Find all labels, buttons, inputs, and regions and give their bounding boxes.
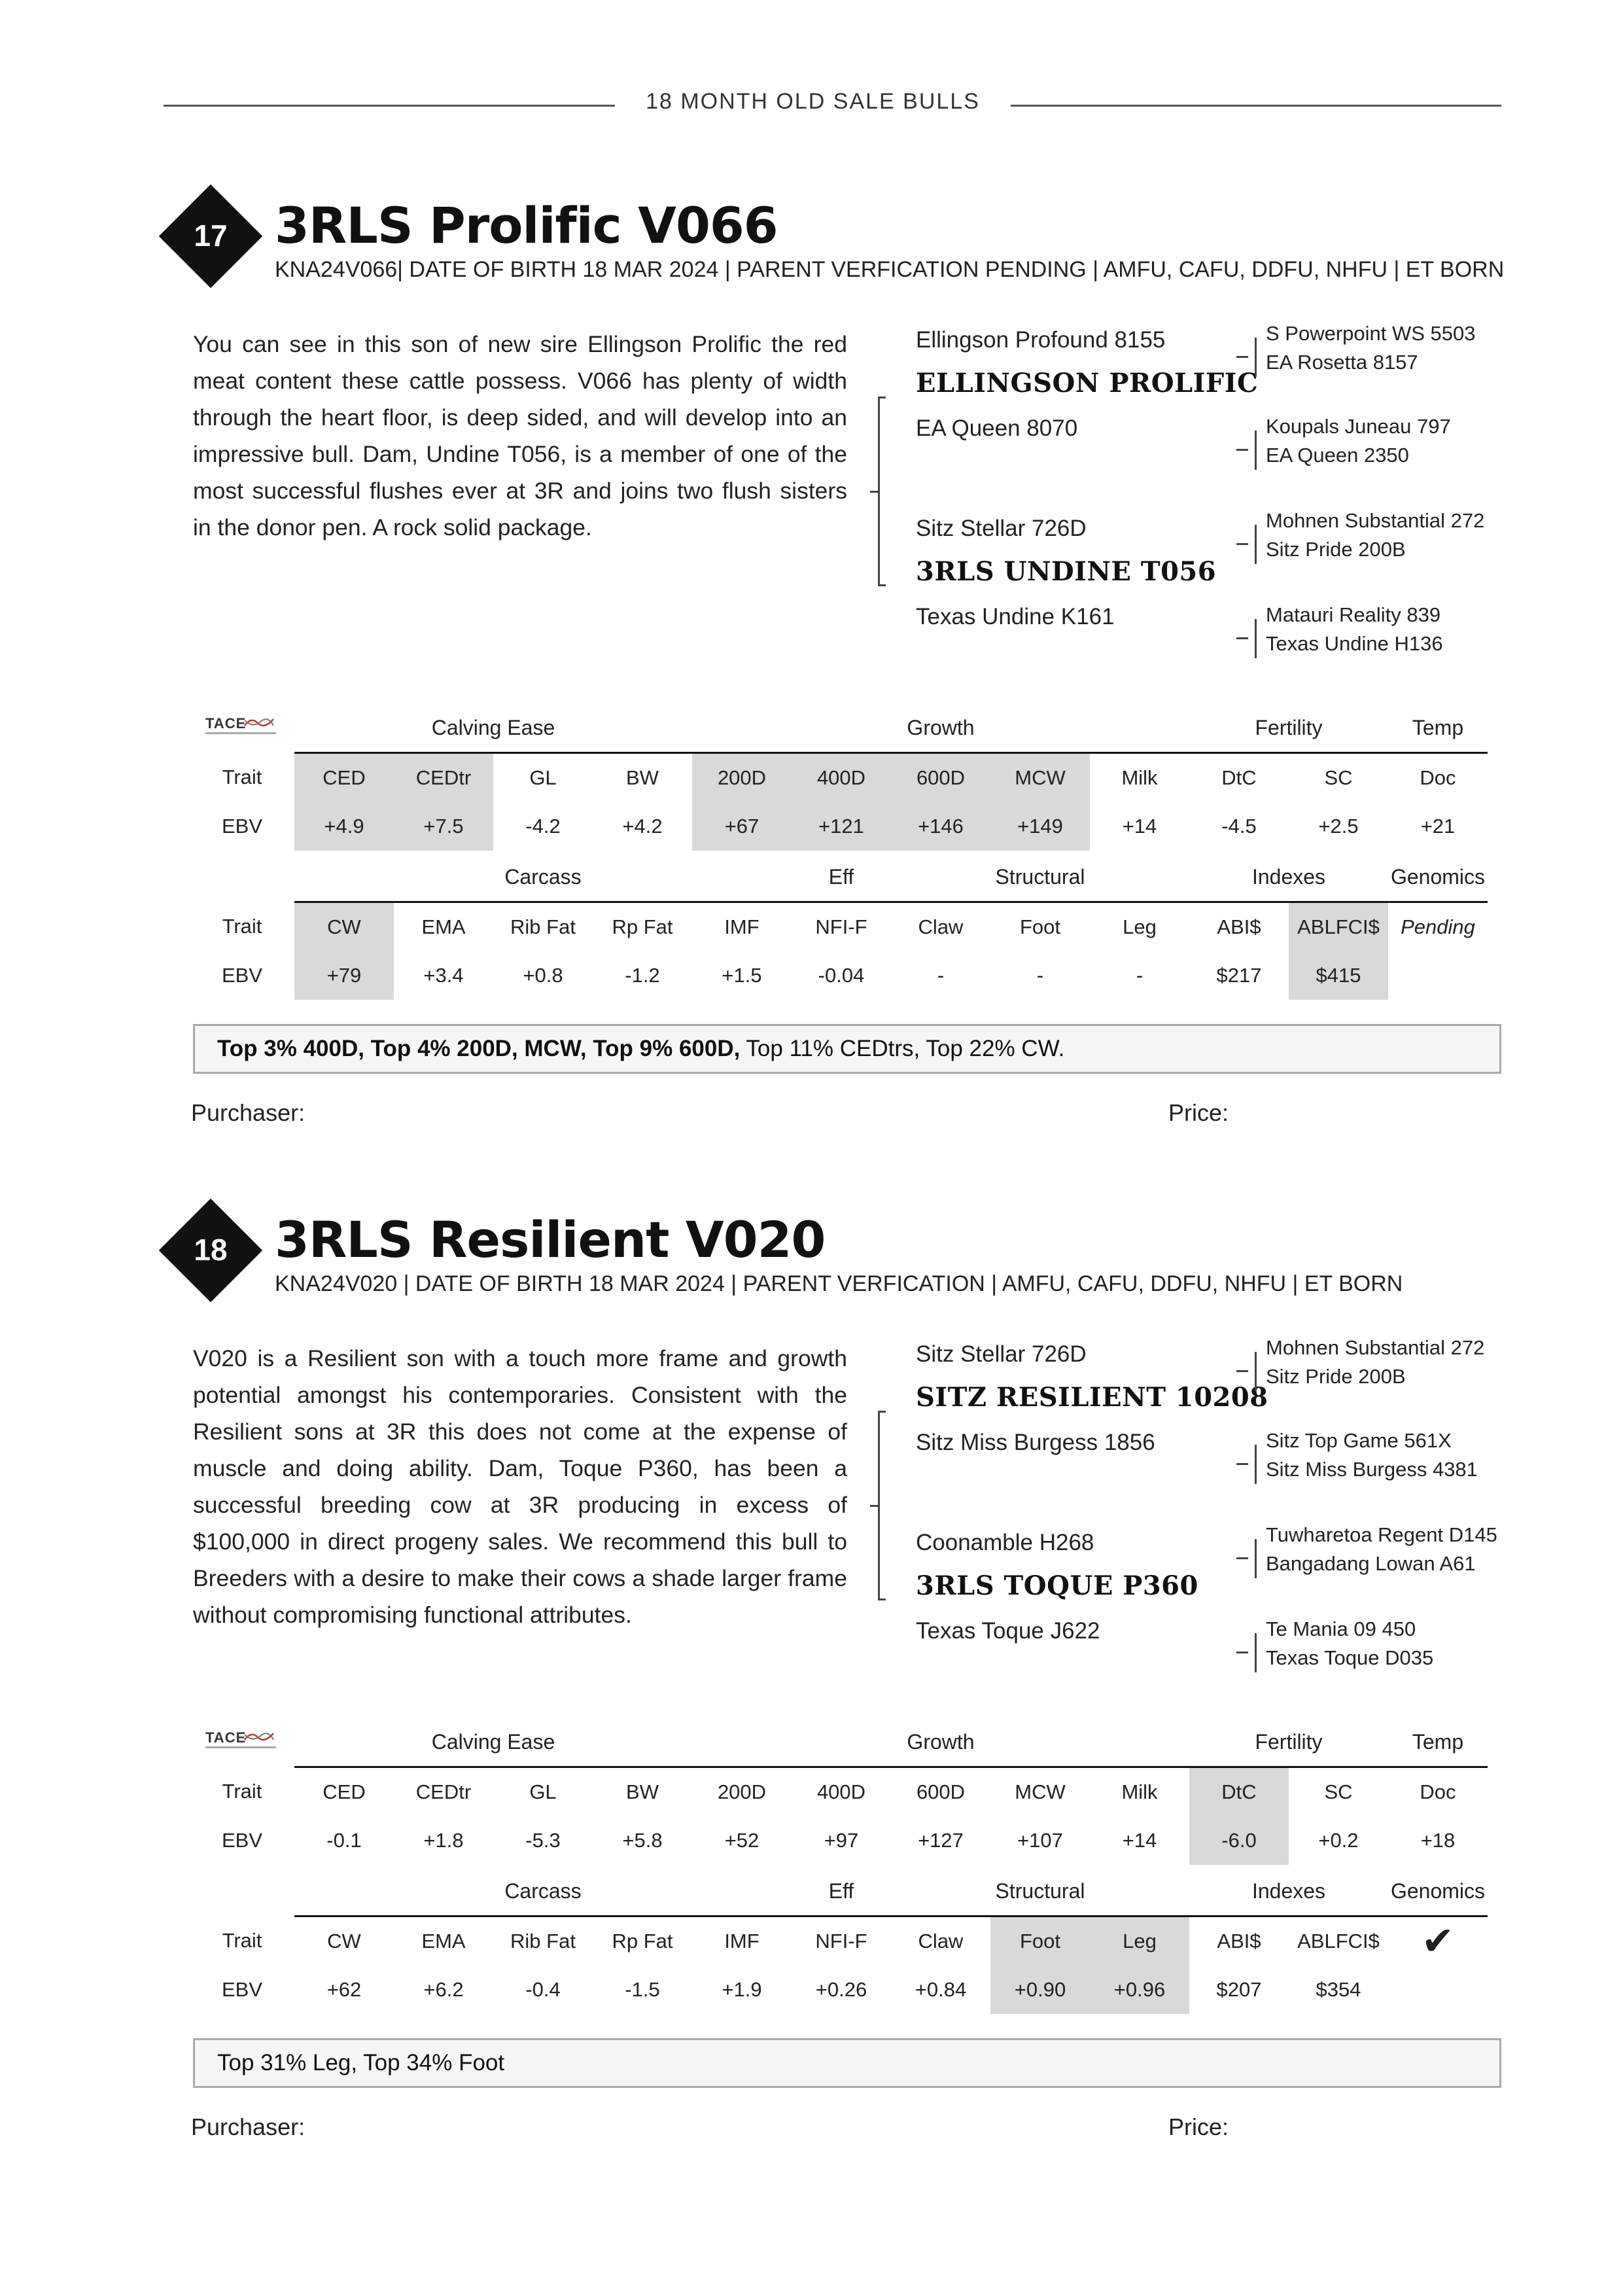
trait-cedtr: CEDtr: [415, 1780, 472, 1803]
dam-name: 3RLS TOQUE P360: [916, 1570, 1198, 1601]
pedigree: [870, 1336, 1557, 1682]
group-growth: Growth: [692, 703, 1189, 753]
ebv-nfi-f: +0.26: [815, 1978, 867, 2001]
page-header: [0, 85, 1623, 124]
ebv-400d: +97: [824, 1829, 859, 1852]
group-genomics: Genomics: [1388, 1867, 1488, 1916]
trait-600d: 600D: [916, 1780, 966, 1803]
ebv-rib-fat: +0.8: [523, 964, 563, 987]
ss-dam: Sitz Pride 200B: [1266, 1365, 1406, 1388]
ebv-doc: +18: [1420, 1829, 1456, 1852]
ebv-leg: -: [1136, 964, 1143, 987]
dd-sire: Te Mania 09 450: [1266, 1617, 1416, 1640]
ebv-ced: -0.1: [326, 1829, 362, 1852]
row-label-trait: Trait: [222, 1780, 262, 1803]
ebv-rp-fat: -1.2: [625, 964, 660, 987]
row-label-trait: Trait: [222, 766, 262, 789]
trait-400d: 400D: [792, 753, 891, 803]
ebv-table-carcass: [190, 1867, 1488, 2014]
trait-200d: 200D: [692, 753, 792, 803]
row-label-ebv: EBV: [221, 964, 263, 987]
trait-600d: 600D: [891, 753, 990, 803]
ss-sire: Mohnen Substantial 272: [1266, 1336, 1485, 1359]
trait-milk: Milk: [1121, 1780, 1158, 1803]
bull-description: V020 is a Resilient son with a touch more frame and growth potential amongst his contemporaries. Consistent with the Resilient sons at 3R this does not come at the expense of muscle and doing ability. Dam, Toque P360, has been a successful breeding cow at 3R producing in excess of $100,000 in direct progeny sales. We recommend this bull to Breeders with a desire to make their cows a shade larger frame without compromising functional attributes.: [193, 1345, 847, 1628]
ebv-abi: $217: [1216, 964, 1262, 987]
ebv-ablfci: $415: [1289, 951, 1388, 1000]
group-indexes: Indexes: [1189, 1867, 1388, 1916]
trait-400d: 400D: [816, 1780, 866, 1803]
trait-mcw: MCW: [1015, 1780, 1066, 1803]
group-fertility: Fertility: [1189, 703, 1388, 753]
trait-ema: EMA: [421, 1930, 466, 1952]
bull-description: You can see in this son of new sire Ellingson Prolific the red meat content these cattle possess. V066 has plenty of width through the heart floor, is deep sided, and will develop into an impressive bull. Dam, Undine T056, is a member of one of the most successful flushes ever at 3R and joins two flush sisters in the donor pen. A rock solid package.: [193, 331, 847, 540]
group-carcass: Carcass: [294, 853, 792, 902]
row-label-ebv: EBV: [221, 815, 263, 838]
ebv-dtc: -6.0: [1189, 1816, 1289, 1865]
sd-dam: EA Queen 2350: [1266, 444, 1409, 467]
dd-dam: Texas Toque D035: [1266, 1646, 1434, 1669]
row-label-ebv: EBV: [221, 1829, 263, 1852]
ebv-mcw: +149: [990, 802, 1090, 851]
dam-dam: Texas Toque J622: [916, 1618, 1100, 1644]
ebv-gl: -4.2: [525, 815, 561, 838]
genomics-status: Pending: [1401, 915, 1475, 938]
trait-bw: BW: [626, 766, 659, 789]
sire-dam: Sitz Miss Burgess 1856: [916, 1430, 1155, 1455]
row-label-trait: Trait: [222, 915, 262, 938]
trait-milk: Milk: [1121, 766, 1158, 789]
ebv-nfi-f: -0.04: [818, 964, 865, 987]
purchaser-label: Purchaser:: [191, 1099, 305, 1126]
pedigree: [870, 322, 1557, 667]
header-rule-left: [164, 105, 615, 107]
ds-sire: Mohnen Substantial 272: [1266, 509, 1485, 532]
trait-abi: ABI$: [1217, 915, 1261, 938]
ds-sire: Tuwharetoa Regent D145: [1266, 1523, 1497, 1546]
ebv-abi: $207: [1216, 1978, 1262, 2001]
ebv-table-main: [190, 1718, 1488, 1865]
ebv-milk: +14: [1122, 815, 1157, 838]
header-rule-right: [1011, 105, 1501, 107]
group-genomics: Genomics: [1388, 853, 1488, 902]
dam-dam: Texas Undine K161: [916, 604, 1115, 629]
ebv-table-main: [190, 703, 1488, 851]
summary-rest: Top 31% Leg, Top 34% Foot: [217, 2050, 505, 2075]
tace-logo: TACE: [190, 703, 294, 753]
trait-doc: Doc: [1420, 1780, 1456, 1803]
sire-name: SITZ RESILIENT 10208: [916, 1382, 1268, 1413]
trait-imf: IMF: [724, 915, 759, 938]
ebv-foot: +0.90: [990, 1966, 1090, 2014]
dam-name: 3RLS UNDINE T056: [916, 556, 1217, 587]
lot-number: 17: [194, 219, 228, 253]
group-temp: Temp: [1388, 703, 1488, 753]
ebv-doc: +21: [1420, 815, 1456, 838]
sd-sire: Koupals Juneau 797: [1266, 415, 1451, 438]
trait-ablfci: ABLFCI$: [1289, 902, 1388, 952]
group-indexes: Indexes: [1189, 853, 1388, 902]
trait-abi: ABI$: [1217, 1930, 1261, 1952]
ebv-bw: +5.8: [622, 1829, 663, 1852]
ranking-summary: [193, 2038, 1501, 2088]
ss-sire: S Powerpoint WS 5503: [1266, 322, 1476, 345]
dd-dam: Texas Undine H136: [1266, 632, 1443, 655]
ebv-leg: +0.96: [1090, 1966, 1189, 2014]
ebv-foot: -: [1036, 964, 1044, 987]
ebv-rp-fat: -1.5: [625, 1978, 660, 2001]
lot-number: 18: [194, 1233, 228, 1267]
ebv-claw: +0.84: [915, 1978, 967, 2001]
trait-sc: SC: [1324, 1780, 1353, 1803]
trait-gl: GL: [529, 766, 557, 789]
trait-sc: SC: [1324, 766, 1353, 789]
trait-cedtr: CEDtr: [394, 753, 493, 803]
ebv-gl: -5.3: [525, 1829, 561, 1852]
trait-dtc: DtC: [1189, 1767, 1289, 1817]
ebv-ema: +3.4: [423, 964, 464, 987]
summary-rest: Top 11% CEDtrs, Top 22% CW.: [740, 1036, 1065, 1061]
genomics-check-icon: ✔: [1421, 1919, 1455, 1963]
trait-ema: EMA: [421, 915, 466, 938]
pedigree-bracket-stem: [870, 491, 878, 493]
ebv-rib-fat: -0.4: [525, 1978, 561, 2001]
trait-foot: Foot: [990, 1916, 1090, 1966]
ebv-400d: +121: [792, 802, 891, 851]
ebv-milk: +14: [1122, 1829, 1157, 1852]
trait-gl: GL: [529, 1780, 557, 1803]
lot-18: [0, 1184, 1623, 2192]
group-fertility: Fertility: [1189, 1718, 1388, 1767]
trait-cw: CW: [327, 1930, 361, 1952]
dam-sire: Sitz Stellar 726D: [916, 516, 1087, 541]
trait-bw: BW: [626, 1780, 659, 1803]
trait-mcw: MCW: [990, 753, 1090, 803]
group-structural: Structural: [891, 1867, 1189, 1916]
trait-leg: Leg: [1090, 1916, 1189, 1966]
ebv-sc: +2.5: [1318, 815, 1359, 838]
trait-doc: Doc: [1420, 766, 1456, 789]
sire-dam: EA Queen 8070: [916, 415, 1078, 441]
trait-imf: IMF: [724, 1930, 759, 1952]
trait-ced: CED: [323, 1780, 366, 1803]
lot-17: [0, 170, 1623, 1178]
ds-dam: Sitz Pride 200B: [1266, 538, 1406, 561]
group-calving-ease: Calving Ease: [294, 1718, 692, 1767]
price-label: Price:: [1168, 2113, 1229, 2140]
sire-sire: Ellingson Profound 8155: [916, 327, 1166, 353]
price-label: Price:: [1168, 1099, 1229, 1126]
ebv-sc: +0.2: [1318, 1829, 1359, 1852]
ss-dam: EA Rosetta 8157: [1266, 351, 1418, 374]
group-carcass: Carcass: [294, 1867, 792, 1916]
trait-leg: Leg: [1123, 915, 1157, 938]
ebv-imf: +1.9: [722, 1978, 762, 2001]
trait-ablfci: ABLFCI$: [1297, 1930, 1380, 1952]
trait-cw: CW: [294, 902, 394, 952]
ebv-600d: +146: [891, 802, 990, 851]
ebv-claw: -: [937, 964, 945, 987]
trait-nfi-f: NFI-F: [815, 1930, 867, 1952]
ebv-ablfci: $354: [1316, 1978, 1361, 2001]
sd-dam: Sitz Miss Burgess 4381: [1266, 1458, 1478, 1481]
purchaser-label: Purchaser:: [191, 2113, 305, 2140]
group-temp: Temp: [1388, 1718, 1488, 1767]
ebv-cw: +62: [326, 1978, 362, 2001]
trait-claw: Claw: [918, 915, 964, 938]
row-label-ebv: EBV: [221, 1978, 263, 2001]
sd-sire: Sitz Top Game 561X: [1266, 1429, 1452, 1452]
group-eff: Eff: [792, 853, 891, 902]
ebv-200d: +52: [724, 1829, 759, 1852]
trait-nfi-f: NFI-F: [815, 915, 867, 938]
bull-info: KNA24V020 | DATE OF BIRTH 18 MAR 2024 | PARENT VERFICATION | AMFU, CAFU, DDFU, NHFU | ET BORN: [275, 1271, 1403, 1296]
ebv-200d: +67: [692, 802, 792, 851]
trait-rib-fat: Rib Fat: [510, 1930, 576, 1952]
tace-logo: TACE: [190, 1718, 294, 1767]
ebv-cedtr: +7.5: [394, 802, 493, 851]
group-growth: Growth: [692, 1718, 1189, 1767]
ebv-600d: +127: [918, 1829, 964, 1852]
trait-rp-fat: Rp Fat: [612, 1930, 673, 1952]
trait-rp-fat: Rp Fat: [612, 915, 673, 938]
dd-sire: Matauri Reality 839: [1266, 603, 1441, 626]
trait-foot: Foot: [1019, 915, 1061, 938]
ranking-summary: [193, 1024, 1501, 1074]
ebv-ced: +4.9: [294, 802, 394, 851]
ebv-bw: +4.2: [622, 815, 663, 838]
sire-sire: Sitz Stellar 726D: [916, 1341, 1087, 1367]
group-calving-ease: Calving Ease: [294, 703, 692, 753]
ds-dam: Bangadang Lowan A61: [1266, 1552, 1476, 1575]
summary-bold: Top 3% 400D, Top 4% 200D, MCW, Top 9% 600D,: [217, 1036, 741, 1061]
ebv-cedtr: +1.8: [423, 1829, 464, 1852]
ebv-mcw: +107: [1017, 1829, 1063, 1852]
page-title: 18 MONTH OLD SALE BULLS: [646, 89, 980, 114]
bull-name: 3RLS Resilient V020: [275, 1210, 826, 1269]
ebv-table-carcass: [190, 853, 1488, 1000]
group-structural: Structural: [891, 853, 1189, 902]
trait-ced: CED: [294, 753, 394, 803]
trait-rib-fat: Rib Fat: [510, 915, 576, 938]
ebv-cw: +79: [294, 951, 394, 1000]
trait-claw: Claw: [918, 1930, 964, 1952]
row-label-trait: Trait: [222, 1929, 262, 1952]
bull-name: 3RLS Prolific V066: [275, 196, 778, 255]
dam-sire: Coonamble H268: [916, 1530, 1094, 1555]
trait-200d: 200D: [717, 1780, 767, 1803]
ebv-dtc: -4.5: [1221, 815, 1257, 838]
bull-info: KNA24V066| DATE OF BIRTH 18 MAR 2024 | PARENT VERFICATION PENDING | AMFU, CAFU, DDFU, NHFU | ET BORN: [275, 257, 1505, 282]
group-eff: Eff: [792, 1867, 891, 1916]
ebv-imf: +1.5: [722, 964, 762, 987]
sire-name: ELLINGSON PROLIFIC: [916, 368, 1259, 398]
trait-dtc: DtC: [1221, 766, 1257, 789]
ebv-ema: +6.2: [423, 1978, 464, 2001]
